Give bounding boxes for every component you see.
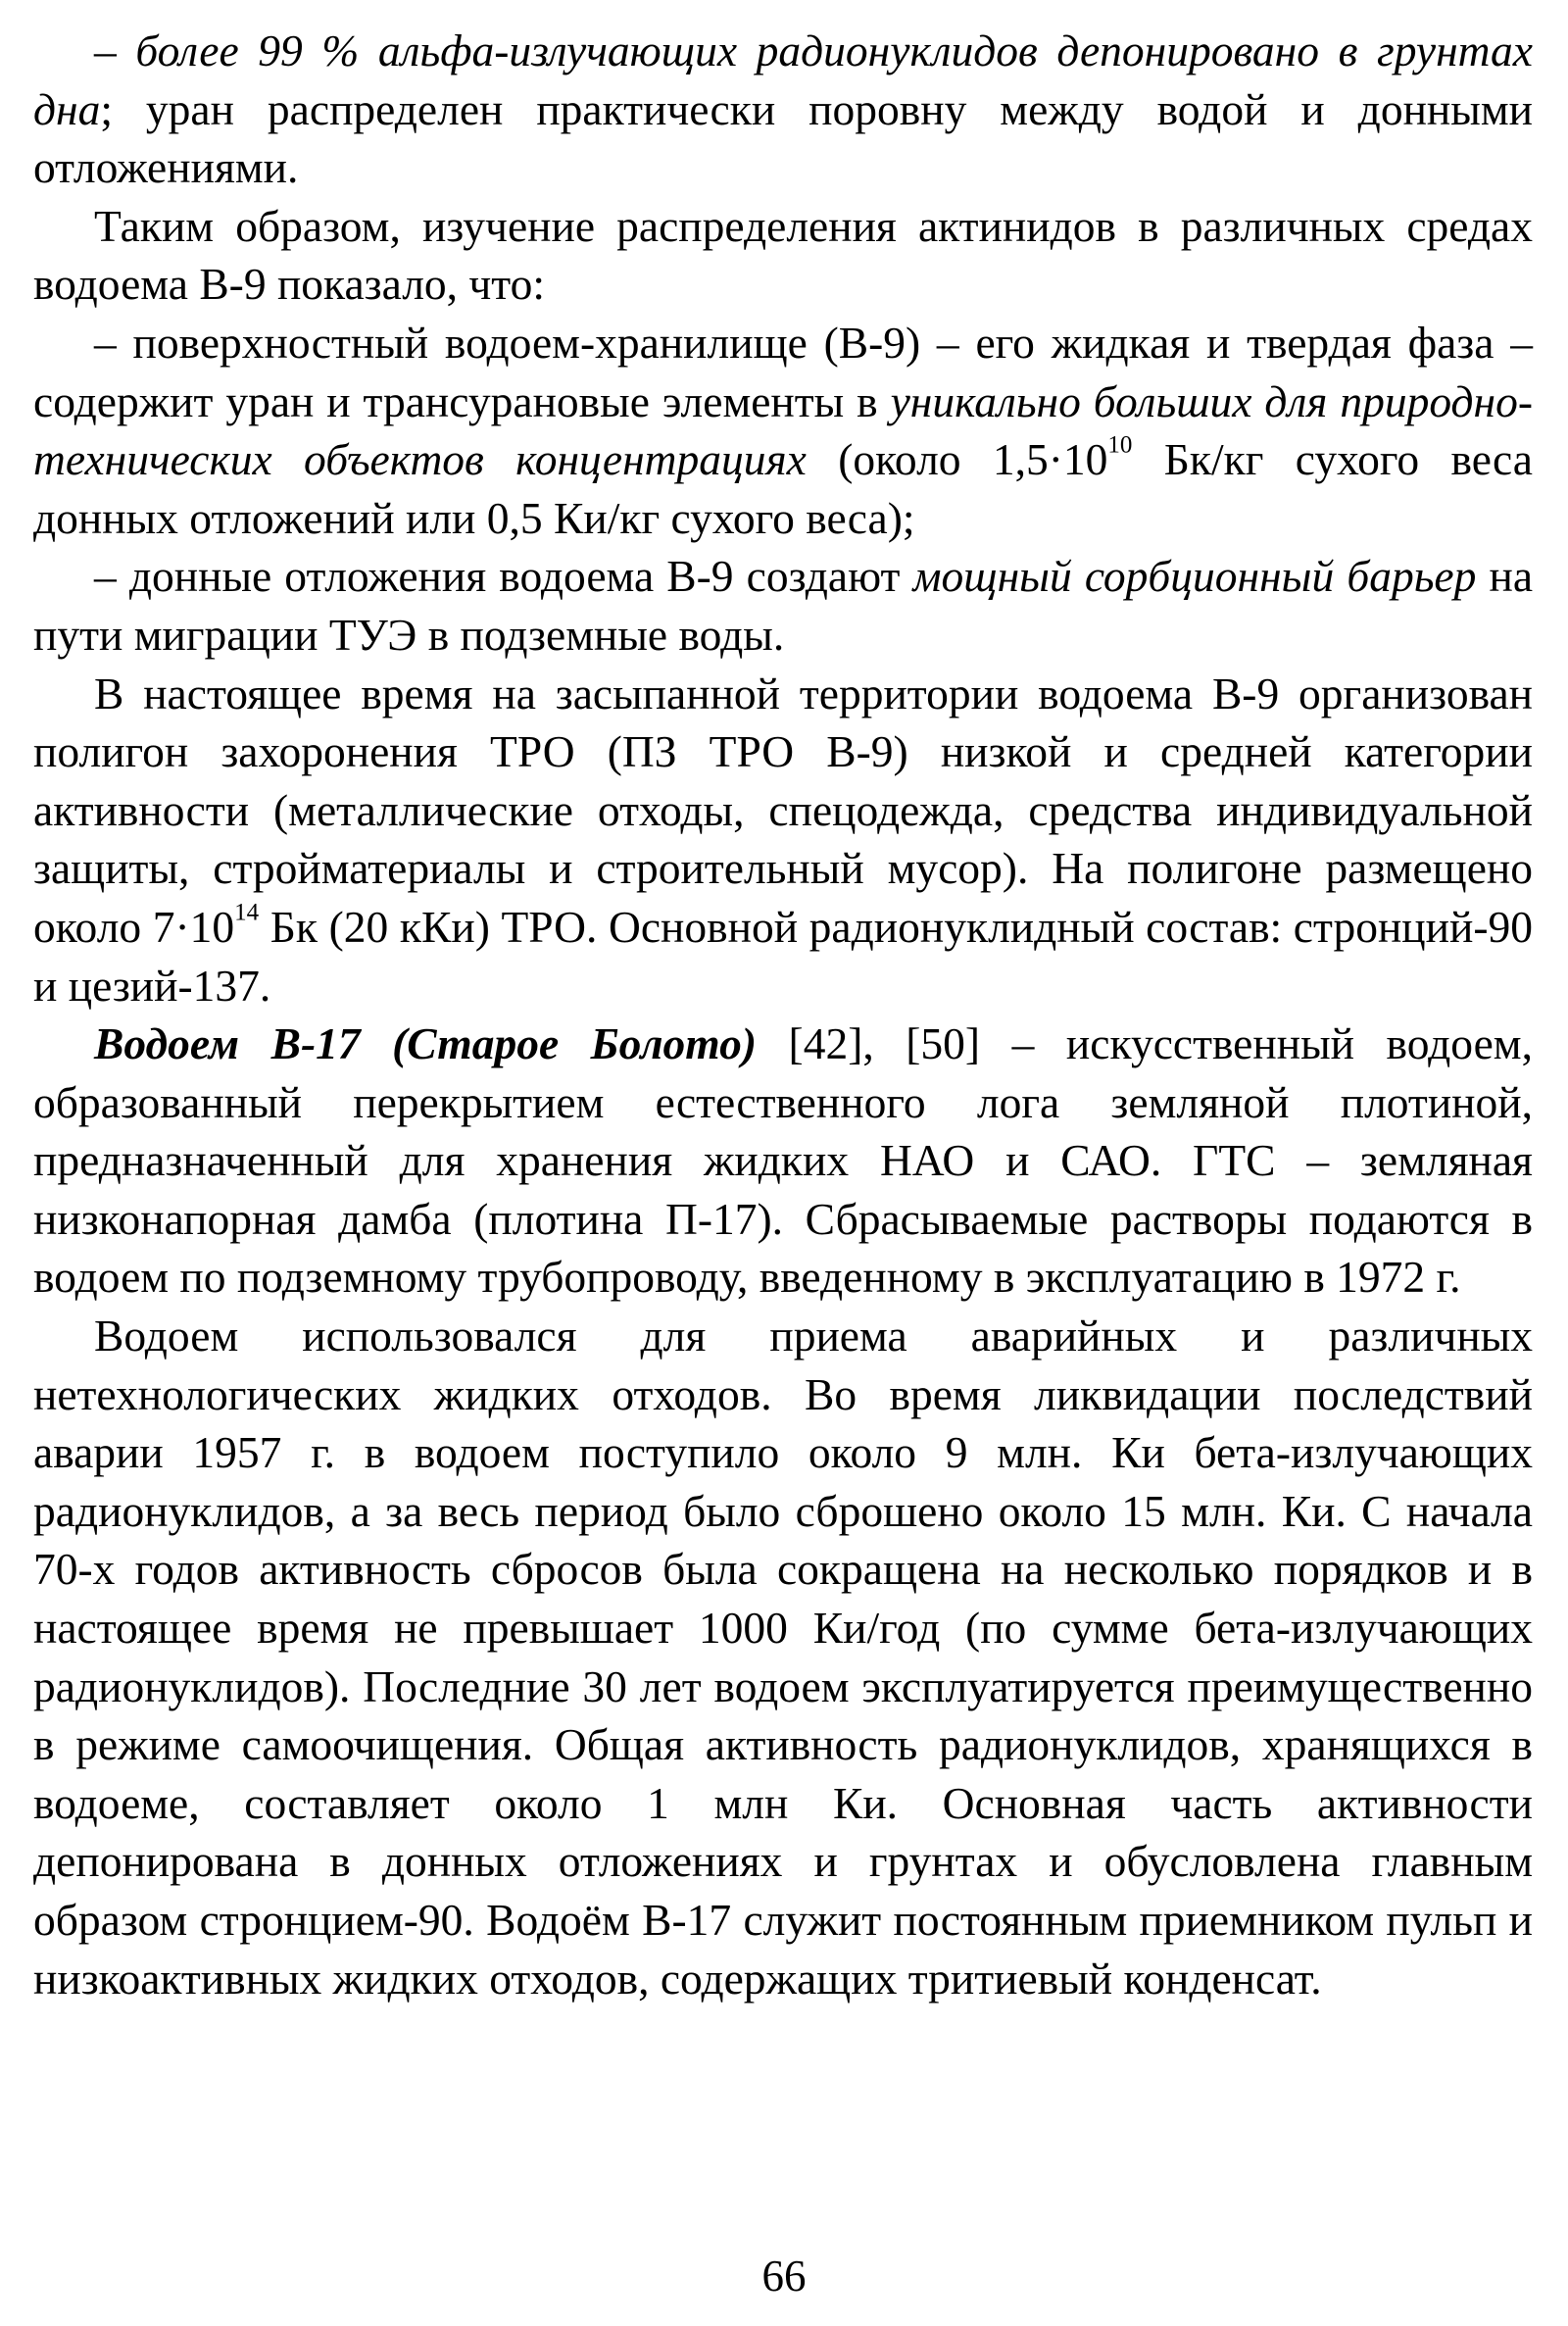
- paragraph-text: – поверхностный водоем-хранилище (В-9) – его жидкая и твердая фаза – содержит уран и трансурановые элементы в: [33, 317, 1533, 426]
- emphasis-text: мощный сорбционный барьер: [912, 551, 1477, 602]
- exponent: 14: [234, 899, 260, 926]
- paragraph-text: (около 1,5·10: [806, 434, 1108, 485]
- paragraph-text: В настоящее время на засыпанной территории водоема В-9 организован полигон захоронения ТРО (ПЗ ТРО В-9) низкой и средней категории активности (металлические отходы, спецодежда, средства индивидуальной защиты, стройматериалы и строительный мусор). На полигоне размещено около 7·10: [33, 668, 1533, 952]
- paragraph-burial-site: [33, 665, 1533, 1015]
- emphasis-text: – более 99 % альфа-излучающих радионуклидов депонировано в грунтах дна: [33, 25, 1533, 134]
- paragraph-text: – донные отложения водоема В-9 создают: [94, 551, 913, 602]
- paragraph-alpha-deposition: [33, 22, 1533, 197]
- paragraph-text: на пути миграции ТУЭ в подземные воды.: [33, 551, 1534, 660]
- paragraph-sorption-barrier: [33, 547, 1533, 664]
- page-number: 66: [761, 2252, 807, 2301]
- section-heading: Водоем В-17 (Старое Болото): [94, 1018, 757, 1069]
- paragraph-text: ; уран распределен практически поровну между водой и донными отложениями.: [33, 83, 1533, 193]
- paragraph-text: Бк (20 кКи) ТРО. Основной радионуклидный состав: стронций-90 и цезий-137.: [33, 901, 1533, 1011]
- paragraph-text: [42], [50] – искусственный водоем, образованный перекрытием естественного лога земляной плотиной, предназначенный для хранения жидких НАО и САО. ГТС – земляная низконапорная дамба (плотина П-17). Сбрасываемые растворы подаются в водоем по подземному трубопроводу, введенному в эксплуатацию в 1972 г.: [33, 1018, 1533, 1303]
- exponent: 10: [1107, 431, 1133, 459]
- paragraph-summary-intro: [33, 197, 1533, 314]
- paragraph-text: Таким образом, изучение распределения актинидов в различных средах водоема В-9 показало, что:: [33, 200, 1533, 310]
- paragraph-surface-reservoir: [33, 314, 1533, 547]
- paragraph-reservoir-usage: [33, 1307, 1533, 2007]
- paragraph-text: Водоем использовался для приема аварийных и различных нетехнологических жидких отходов. Во время ликвидации последствий аварии 1957 г. в водоем поступило около 9 млн. Ки бета-излучающих радионуклидов, а за весь период было сброшено около 15 млн. Ки. С начала 70-х годов активность сбросов была сокращена на несколько порядков и в настоящее время не превышает 1000 Ки/год (по сумме бета-излучающих радионуклидов). Последние 30 лет водоем эксплуатируется преимущественно в режиме самоочищения. Общая активность радионуклидов, хранящихся в водоеме, составляет около 1 млн Ки. Основная часть активности депонирована в донных отложениях и грунтах и обусловлена главным образом стронцием-90. Водоём В-17 служит постоянным приемником пульп и низкоактивных жидких отходов, содержащих тритиевый конденсат.: [33, 1311, 1533, 2004]
- page-body: [33, 22, 1533, 2007]
- paragraph-text: Бк/кг сухого веса донных отложений или 0,5 Ки/кг сухого веса);: [33, 434, 1533, 543]
- emphasis-text: уникально больших для природно-технических объектов концентрациях: [33, 375, 1533, 485]
- paragraph-reservoir-b17: [33, 1015, 1533, 1307]
